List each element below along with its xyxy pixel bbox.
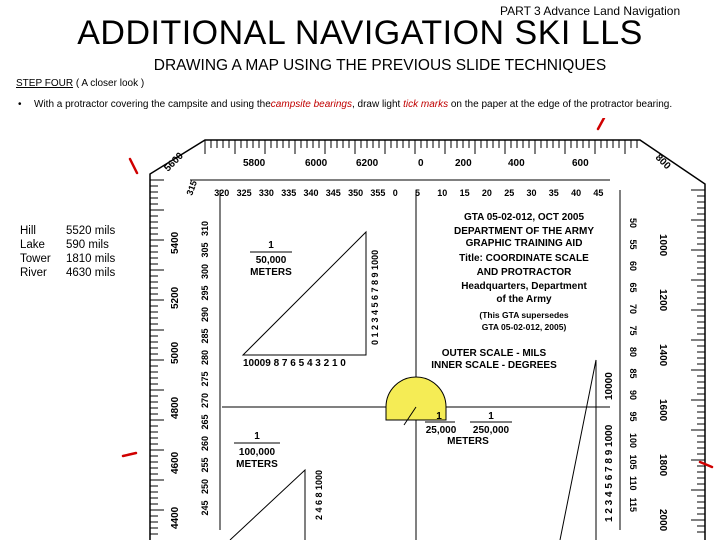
gta-line: GRAPHIC TRAINING AID: [465, 238, 583, 249]
scale-3-units: METERS: [447, 436, 489, 447]
degree-label: 110: [628, 476, 638, 491]
bearing-value-river: 4630 mils: [66, 267, 116, 279]
degree-label: 310: [200, 220, 210, 236]
campsite-bearings-text: campsite bearings: [270, 99, 352, 110]
mils-column-right: [657, 234, 668, 532]
degree-label: 70: [628, 304, 638, 315]
bearing-name-lake: Lake: [20, 239, 45, 251]
scale-4-side-ruler: 1 2 3 4 5 6 7 8 9 1000: [604, 424, 615, 522]
scale-triangle-100000: [230, 470, 305, 540]
scale-2-units: METERS: [236, 459, 278, 470]
instruction-part1: With a protractor covering the campsite and using the: [34, 99, 271, 110]
scale-2-side-ruler: 2 4 6 8 1000: [314, 469, 324, 520]
degree-label: 55: [628, 239, 638, 250]
bearing-name-hill: Hill: [20, 225, 36, 237]
scale-1-bottom-ruler: 10009 8 7 6 5 4 3 2 1 0: [243, 358, 346, 369]
degree-label: 115: [628, 497, 638, 513]
degree-label: 80: [628, 347, 638, 358]
supersede-line: (This GTA supersedes: [479, 310, 569, 320]
mils-label: 1200: [657, 289, 668, 312]
mils-label: 5600: [162, 150, 186, 175]
degree-label: 290: [200, 306, 210, 322]
scale-3-numerator: 1: [436, 411, 442, 422]
degree-column-left: [200, 221, 210, 516]
mils-label: 5000: [170, 341, 181, 364]
degree-label: 350: [348, 188, 364, 198]
degree-label: 340: [303, 188, 319, 198]
scale-2-numerator: 1: [254, 431, 260, 442]
mils-label: 1000: [657, 234, 668, 257]
scale-1-side-ruler: 0 1 2 3 4 5 6 7 8 9 1000: [370, 249, 380, 345]
bearing-value-hill: 5520 mils: [66, 225, 116, 237]
scale-4-numerator: 1: [488, 411, 494, 422]
degree-label: 245: [200, 500, 210, 516]
bearing-value-tower: 1810 mils: [66, 253, 116, 265]
degree-label: 295: [200, 285, 210, 301]
mils-label: 4800: [170, 396, 181, 419]
scale-2-denominator: 100,000: [238, 447, 276, 458]
gta-line: DEPARTMENT OF THE ARMY: [454, 226, 594, 237]
mils-label: 5400: [170, 231, 181, 254]
mils-label: 0: [418, 158, 424, 169]
degree-label: 15: [459, 188, 470, 198]
slide-title: ADDITIONAL NAVIGATION SKI LLS: [77, 14, 643, 52]
mils-label: 5800: [243, 158, 266, 169]
degree-label: 95: [628, 411, 638, 422]
degree-label: 65: [628, 282, 638, 293]
degree-label: 300: [200, 263, 210, 279]
degree-label: 25: [504, 188, 515, 198]
instruction-part3: on the paper at the edge of the protractor bearing.: [448, 99, 673, 110]
gta-line: Headquarters, Department: [461, 281, 587, 292]
degree-label: 275: [200, 371, 210, 387]
scale-1-denominator: 50,000: [255, 255, 287, 266]
mils-label: 600: [572, 158, 589, 169]
step-label: STEP FOUR: [16, 78, 74, 89]
degree-label: 260: [200, 435, 210, 451]
mils-label: 4400: [170, 506, 181, 529]
mils-label: 400: [508, 158, 525, 169]
step-heading: [16, 78, 144, 89]
degree-label: 265: [200, 414, 210, 430]
degree-label: 20: [481, 188, 492, 198]
mils-label: 4600: [170, 451, 181, 474]
instruction-part2: , draw light: [351, 99, 404, 110]
mils-label: 6200: [356, 158, 379, 169]
mils-label: 200: [455, 158, 472, 169]
protractor-image: [120, 118, 720, 540]
degree-label: 335: [281, 188, 297, 198]
degree-label: 45: [593, 188, 604, 198]
scale-3-denominator: 25,000: [425, 425, 457, 436]
bearing-value-lake: 590 mils: [66, 239, 109, 251]
degree-label: 100: [628, 433, 638, 449]
scale-triangle-50000: [243, 232, 366, 355]
degree-row-top: [184, 179, 603, 198]
red-tick-river: [123, 453, 136, 456]
scale-4-denominator: 250,000: [472, 425, 510, 436]
bearing-name-river: River: [20, 267, 47, 279]
degree-label: 30: [526, 188, 537, 198]
degree-column-right: [628, 218, 638, 512]
degree-label: 0: [392, 188, 398, 198]
scale-1-numerator: 1: [268, 240, 274, 251]
degree-label: 85: [628, 368, 638, 379]
protractor-outline: [150, 140, 705, 540]
mils-label: 2000: [657, 509, 668, 532]
step-note: ( A closer look ): [73, 78, 145, 89]
tick-marks-text: tick marks: [403, 99, 449, 110]
instruction-text: [34, 99, 672, 110]
degree-label: 315: [184, 179, 200, 197]
degree-label: 75: [628, 325, 638, 336]
degree-label: 60: [628, 261, 638, 272]
degree-label: 320: [214, 188, 230, 198]
mils-label: 6000: [305, 158, 328, 169]
top-tick-marks: [205, 140, 637, 154]
degree-label: 50: [628, 218, 638, 229]
degree-label: 255: [200, 457, 210, 473]
red-tick-hill: [130, 159, 137, 173]
degree-label: 5: [415, 188, 421, 198]
gta-line: GTA 05-02-012, OCT 2005: [463, 212, 585, 223]
degree-label: 35: [548, 188, 559, 198]
scale-triangle-25000: [560, 360, 596, 540]
degree-label: 280: [200, 349, 210, 365]
degree-label: 40: [571, 188, 582, 198]
outer-scale-label: OUTER SCALE - MILS: [441, 348, 547, 359]
bullet-glyph: •: [18, 99, 22, 110]
degree-label: 285: [200, 328, 210, 344]
left-tick-marks: [150, 180, 164, 534]
degree-label: 90: [628, 390, 638, 401]
slide-subtitle: DRAWING A MAP USING THE PREVIOUS SLIDE TECHNIQUES: [153, 57, 607, 74]
inner-scale-label: INNER SCALE - DEGREES: [431, 360, 557, 371]
degree-label: 270: [200, 392, 210, 408]
degree-label: 305: [200, 242, 210, 258]
scale-1-units: METERS: [250, 267, 292, 278]
degree-label: 355: [370, 188, 386, 198]
mils-label: 1400: [657, 344, 668, 367]
mils-label: 5200: [170, 286, 181, 309]
degree-label: 345: [325, 188, 341, 198]
degree-label: 325: [236, 188, 252, 198]
right-tick-marks: [691, 190, 705, 532]
mils-label: 1800: [657, 454, 668, 477]
red-tick-lake: [598, 118, 604, 129]
mils-label: 1600: [657, 399, 668, 422]
gta-line: of the Army: [496, 294, 552, 305]
degree-label: 10: [437, 188, 448, 198]
mils-column-left: [170, 231, 181, 529]
part-label: PART 3 Advance Land Navigation: [500, 4, 681, 18]
scale-4-side-label: 10000: [604, 372, 615, 400]
mils-label: 800: [652, 152, 673, 172]
supersede-line: GTA 05-02-012, 2005): [481, 322, 567, 332]
degree-label: 330: [258, 188, 274, 198]
gta-line: Title: COORDINATE SCALE: [459, 253, 589, 264]
degree-label: 250: [200, 478, 210, 494]
bearing-name-tower: Tower: [20, 253, 51, 265]
degree-label: 105: [628, 454, 638, 470]
gta-line: AND PROTRACTOR: [476, 267, 572, 278]
